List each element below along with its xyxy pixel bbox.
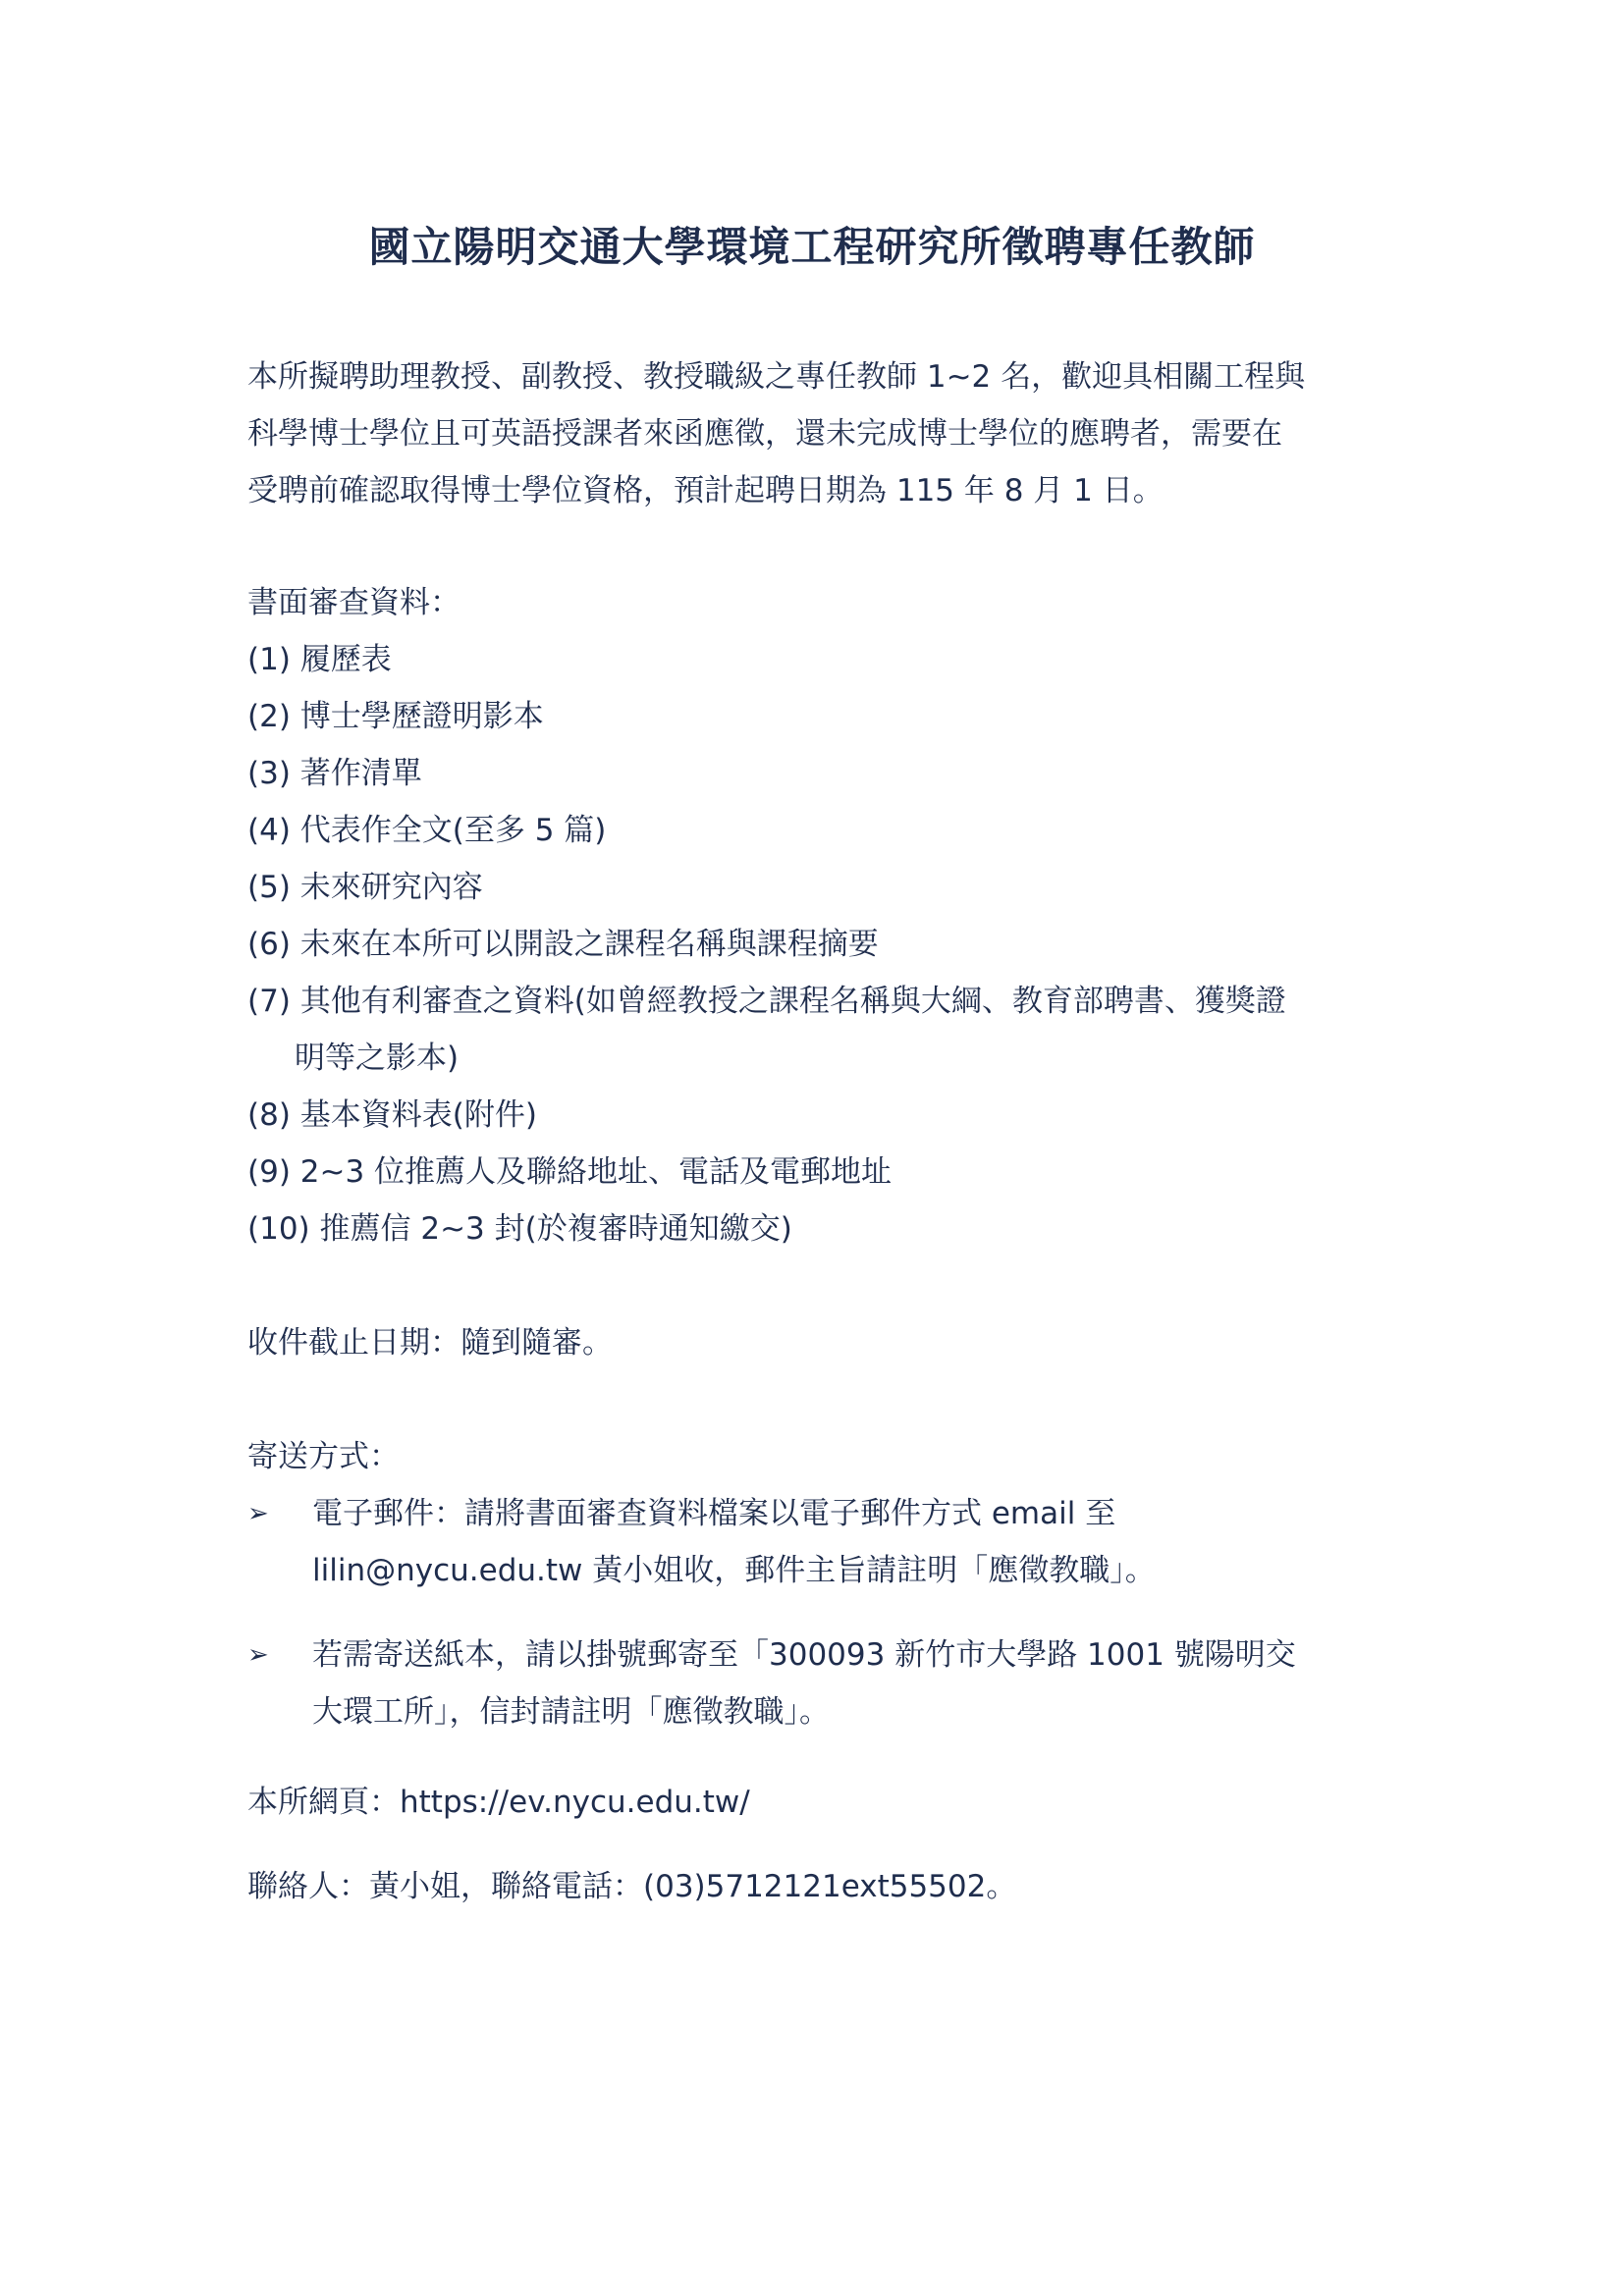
contact-info: 聯絡人：黃小姐，聯絡電話：(03)5712121ext55502。 [247, 1869, 1017, 1904]
intro-line: 科學博士學位且可英語授課者來函應徵，還未完成博士學位的應聘者，需要在 [247, 416, 1282, 452]
email-instruction [247, 1485, 1396, 1599]
list-item: (8) 基本資料表(附件) [247, 1097, 537, 1133]
list-item: (6) 未來在本所可以開設之課程名稱與課程摘要 [247, 927, 879, 962]
intro-paragraph [247, 348, 1396, 519]
website-link[interactable]: 本所網頁：https://ev.nycu.edu.tw/ [247, 1785, 750, 1820]
bullet-row-continuation [247, 1542, 1396, 1599]
list-item: (4) 代表作全文(至多 5 篇) [247, 813, 607, 848]
intro-line: 本所擬聘助理教授、副教授、教授職級之專任教師 1~2 名，歡迎具相關工程與 [247, 359, 1306, 395]
mail-line: 大環工所」，信封請註明「應徵教職」。 [312, 1694, 830, 1730]
list-item-continuation: 明等之影本) [295, 1041, 460, 1076]
list-item: (1) 履歷表 [247, 642, 392, 677]
documents-heading: 書面審查資料： [247, 585, 460, 620]
mail-instruction [247, 1627, 1396, 1740]
list-item: (7) 其他有利審查之資料(如曾經教授之課程名稱與大綱、教育部聘書、獲獎證 [247, 984, 1286, 1019]
delivery-heading: 寄送方式： [247, 1439, 400, 1474]
email-address-line[interactable]: lilin@nycu.edu.tw 黃小姐收，郵件主旨請註明「應徵教職」。 [312, 1553, 1156, 1588]
bullet-row [247, 1627, 1396, 1683]
document-body [247, 348, 1396, 1915]
arrow-bullet-icon: ➢ [247, 1640, 269, 1670]
email-line: 電子郵件：請將書面審查資料檔案以電子郵件方式 email 至 [312, 1496, 1116, 1531]
list-item: (3) 著作清單 [247, 756, 422, 791]
list-item: (9) 2~3 位推薦人及聯絡地址、電話及電郵地址 [247, 1154, 893, 1190]
intro-line: 受聘前確認取得博士學位資格，預計起聘日期為 115 年 8 月 1 日。 [247, 473, 1164, 508]
arrow-bullet-icon: ➢ [247, 1499, 269, 1528]
bullet-row-continuation [247, 1683, 1396, 1740]
page-title: 國立陽明交通大學環境工程研究所徵聘專任教師 [368, 223, 1256, 271]
list-item: (10) 推薦信 2~3 封(於複審時通知繳交) [247, 1211, 792, 1247]
bullet-row [247, 1485, 1396, 1542]
documents-section [247, 574, 1396, 1257]
list-item: (2) 博士學歷證明影本 [247, 699, 544, 734]
delivery-section [247, 1428, 1396, 1740]
deadline-text: 收件截止日期：隨到隨審。 [247, 1325, 613, 1361]
mail-line: 若需寄送紙本，請以掛號郵寄至「300093 新竹市大學路 1001 號陽明交 [312, 1637, 1296, 1673]
list-item: (5) 未來研究內容 [247, 870, 483, 905]
